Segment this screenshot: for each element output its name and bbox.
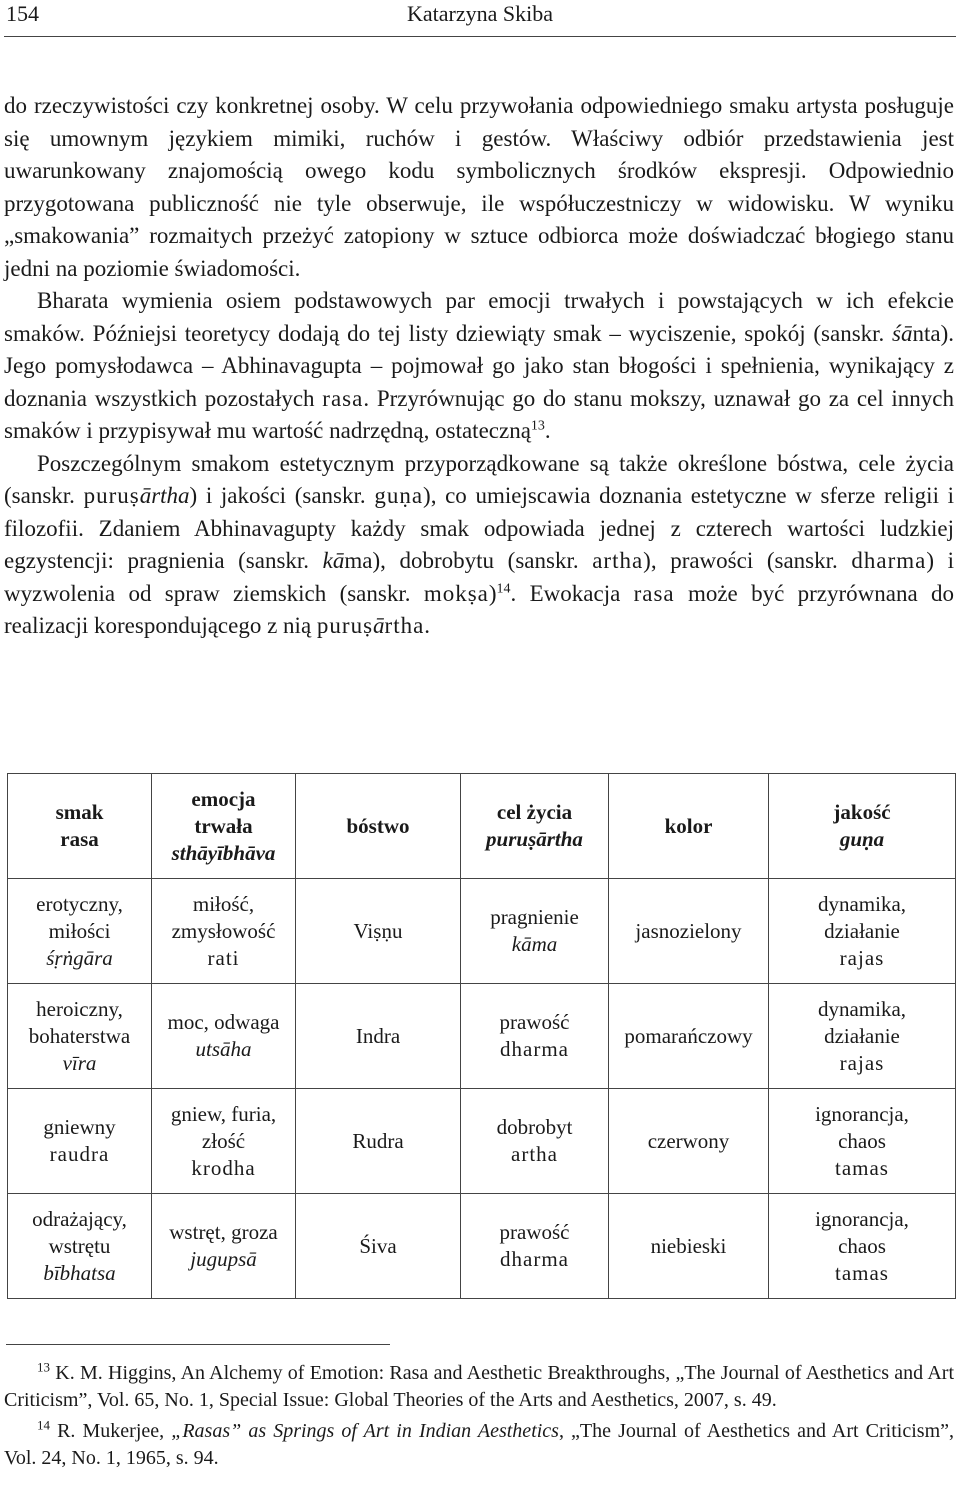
table-cell <box>152 879 296 984</box>
cell-line: jakość <box>833 800 891 824</box>
text-run: ) <box>488 580 497 606</box>
table-cell <box>8 1194 152 1299</box>
table-cell <box>461 1194 609 1299</box>
cell-line: rajas <box>839 945 885 970</box>
cell-line: odrażający, <box>32 1206 127 1231</box>
page-number: 154 <box>6 1 39 26</box>
cell-line: cel życia <box>496 800 573 824</box>
table-cell <box>8 879 152 984</box>
table-cell <box>296 1089 461 1194</box>
cell-line: Śiva <box>359 1233 397 1258</box>
table-row <box>8 1089 956 1194</box>
header-rule <box>4 36 956 37</box>
table-cell <box>152 1194 296 1299</box>
cell-line: chaos <box>838 1233 886 1258</box>
text-run: Bharata wymienia osiem podstawowych par emocji trwałych i powstających w ich efekcie smaków. Późniejsi teoretycy dodają do tej listy dziewiąty smak – wyciszenie, spokój (sanskr. <box>4 288 954 346</box>
table-cell <box>296 1194 461 1299</box>
text-run: . Ewokacja <box>510 580 634 606</box>
column-header <box>769 774 956 879</box>
cell-line: czerwony <box>647 1128 730 1153</box>
cell-line: dobrobyt <box>496 1115 573 1139</box>
cell-line: prawość <box>499 1010 570 1034</box>
table-cell <box>609 1194 769 1299</box>
text-run: . <box>424 613 431 638</box>
paragraph <box>4 90 954 285</box>
table-row <box>8 984 956 1089</box>
cell-line: działanie <box>824 918 900 943</box>
text-run: Poszczególnym smakom estetycznym przyporządkowane są także określone bóstwa, cele życia (sanskr. <box>4 450 954 508</box>
column-header <box>296 774 461 879</box>
table-cell <box>296 879 461 984</box>
text-run: rasa <box>633 580 675 606</box>
cell-line: rati <box>207 945 240 970</box>
cell-line: jugupsā <box>190 1247 257 1271</box>
cell-line: śṛṅgāra <box>46 945 113 970</box>
text-run: nta). Jego pomysłodawca – Abhinavagupta – pojmował go jako stan błogości i spełnienia, wynikający z doznania wszystkich pozostałych <box>4 320 954 411</box>
cell-line: rajas <box>839 1050 885 1075</box>
cell-line: bībhatsa <box>43 1260 116 1285</box>
text-run: guṇa <box>374 483 424 508</box>
cell-line: ignorancja, <box>815 1101 909 1126</box>
cell-line: heroiczny, <box>36 996 123 1021</box>
paragraph <box>4 285 954 448</box>
column-header <box>152 774 296 879</box>
column-header <box>8 774 152 879</box>
text-run: ma), dobrobytu (sanskr. <box>344 548 593 573</box>
footnotes <box>4 1360 954 1476</box>
table-cell <box>8 984 152 1089</box>
cell-line: tamas <box>835 1155 889 1180</box>
table-cell <box>609 1089 769 1194</box>
cell-line: ignorancja, <box>815 1206 909 1231</box>
cell-line: erotyczny, <box>36 891 123 916</box>
cell-line: dharma <box>500 1037 569 1061</box>
text-run: rtha <box>384 613 425 638</box>
table-cell <box>769 984 956 1089</box>
cell-line: sthāyībhāva <box>171 840 276 865</box>
text-run: . <box>544 418 551 443</box>
text-run: śā <box>892 320 913 346</box>
cell-line: kāma <box>511 932 558 956</box>
footnote-reference: 14 <box>496 580 511 596</box>
text-run: ārtha <box>139 483 190 508</box>
cell-line: złość <box>201 1128 246 1153</box>
text-run: ) i jakości (sanskr. <box>189 483 375 508</box>
cell-line: gniewny <box>43 1115 116 1139</box>
table-cell <box>152 1089 296 1194</box>
table-cell <box>461 984 609 1089</box>
table-row <box>8 1194 956 1299</box>
cell-line: trwała <box>194 813 253 838</box>
cell-line: dynamika, <box>817 996 907 1021</box>
cell-line: prawość <box>499 1220 570 1244</box>
running-title: Katarzyna Skiba <box>407 1 553 26</box>
cell-line: emocja <box>191 786 256 811</box>
column-header <box>461 774 609 879</box>
text-run: ), co umiejscawia doznania estetyczne w sferze religii i filozofii. Zdaniem Abhinavagupty każdy smak odpowiada jednej z czterech wartości ludzkiej egzystencji: pragnienia (sanskr. <box>4 483 955 573</box>
cell-line: raudra <box>49 1142 110 1166</box>
cell-line: zmysłowość <box>171 918 276 943</box>
text-run: ā <box>373 613 385 638</box>
footnote <box>4 1418 954 1472</box>
text-run: puruṣ <box>316 613 374 638</box>
cell-line: krodha <box>191 1155 256 1180</box>
table-cell <box>461 1089 609 1194</box>
text-run: dharma <box>851 548 927 573</box>
table-cell <box>769 1194 956 1299</box>
table-cell <box>296 984 461 1089</box>
table-cell <box>769 1089 956 1194</box>
cell-line: chaos <box>838 1128 886 1153</box>
cell-line: Viṣṇu <box>353 918 403 943</box>
cell-line: tamas <box>835 1260 889 1285</box>
cell-line: utsāha <box>195 1037 252 1061</box>
cell-line: działanie <box>824 1023 900 1048</box>
text-run: „Rasas” as Springs of Art in Indian Aesthetics <box>171 1420 559 1442</box>
cell-line: bohaterstwa <box>28 1023 131 1048</box>
cell-line: artha <box>511 1142 558 1166</box>
cell-line: wstręt, groza <box>169 1220 278 1244</box>
cell-line: moc, odwaga <box>167 1010 280 1034</box>
table-cell <box>152 984 296 1089</box>
text-run: mokṣa <box>423 580 489 606</box>
cell-line: miłości <box>48 918 111 943</box>
cell-line: Rudra <box>352 1128 404 1153</box>
table-header-row <box>8 774 956 879</box>
cell-line: wstrętu <box>48 1233 111 1258</box>
table-cell <box>609 984 769 1089</box>
text-run: może być przyrównana do realizacji korespondującego z nią <box>4 580 954 638</box>
cell-line: dynamika, <box>817 891 907 916</box>
text-run: K. M. Higgins, An Alchemy of Emotion: Rasa and Aesthetic Breakthroughs, „The Journal of Aesthetics and Art Criticism”, Vol. 65, No. 1, Special Issue: Global Theories of the Arts and Aesthetics, 2007, s. 49. <box>4 1362 954 1411</box>
text-run: kā <box>322 548 345 573</box>
cell-line: rasa <box>60 827 99 851</box>
text-run: ), prawości (sanskr. <box>643 548 852 573</box>
text-run: artha <box>592 548 644 573</box>
table-cell <box>769 879 956 984</box>
text-run: . Przyrównując go do stanu mokszy, uznawał go za cel innych smaków i przypisywał mu wartość nadrzędną, ostateczną <box>4 385 954 443</box>
paragraph <box>4 448 954 643</box>
text-run: ) i wyzwolenia od spraw ziemskich (sanskr. <box>4 548 954 606</box>
cell-line: pomarańczowy <box>624 1023 753 1048</box>
table-cell <box>8 1089 152 1194</box>
cell-line: jasnozielony <box>635 918 742 943</box>
table-cell <box>461 879 609 984</box>
cell-line: miłość, <box>192 891 255 916</box>
rasa-table <box>7 773 956 1299</box>
footnote <box>4 1360 954 1414</box>
footnote-number: 13 <box>37 1359 50 1375</box>
page-header <box>0 0 960 30</box>
cell-line: pragnienie <box>490 905 579 929</box>
cell-line: bóstwo <box>346 813 410 838</box>
text-run: puruṣ <box>83 483 140 508</box>
cell-line: gniew, furia, <box>170 1101 277 1126</box>
text-run: do rzeczywistości czy konkretnej osoby. W celu przywołania odpowiedniego smaku artysta posługuje się umownym językiem mimiki, ruchów i gestów. Właściwy odbiór przedstawienia jest uwarunkowany znajomością owego kodu symbolicznych środków ekspresji. Odpowiednio przygotowana publiczność nie tyle obserwuje, ile współuczestniczy w widowisku. W wyniku „smakowania” rozmaitych przeżyć zatopiony w sztuce odbiorca może doświadczać błogiego stanu jedni na poziomie świadomości. <box>4 93 954 281</box>
table-row <box>8 879 956 984</box>
cell-line: dharma <box>500 1247 569 1271</box>
cell-line: Indra <box>355 1023 401 1048</box>
table-cell <box>609 879 769 984</box>
footnote-rule <box>6 1344 390 1345</box>
body-text <box>4 90 954 643</box>
cell-line: smak <box>55 800 104 824</box>
text-run: , „The Journal of Aesthetics and Art Criticism”, Vol. 24, No. 1, 1965, s. 94. <box>4 1420 954 1469</box>
cell-line: kolor <box>664 813 713 838</box>
cell-line: guṇa <box>839 827 885 851</box>
text-run: rasa <box>322 385 364 411</box>
cell-line: niebieski <box>650 1233 727 1258</box>
footnote-reference: 13 <box>530 418 545 434</box>
cell-line: puruṣārtha <box>486 827 583 851</box>
column-header <box>609 774 769 879</box>
footnote-number: 14 <box>37 1417 50 1433</box>
text-run: R. Mukerjee, <box>50 1420 172 1442</box>
cell-line: vīra <box>62 1050 97 1075</box>
